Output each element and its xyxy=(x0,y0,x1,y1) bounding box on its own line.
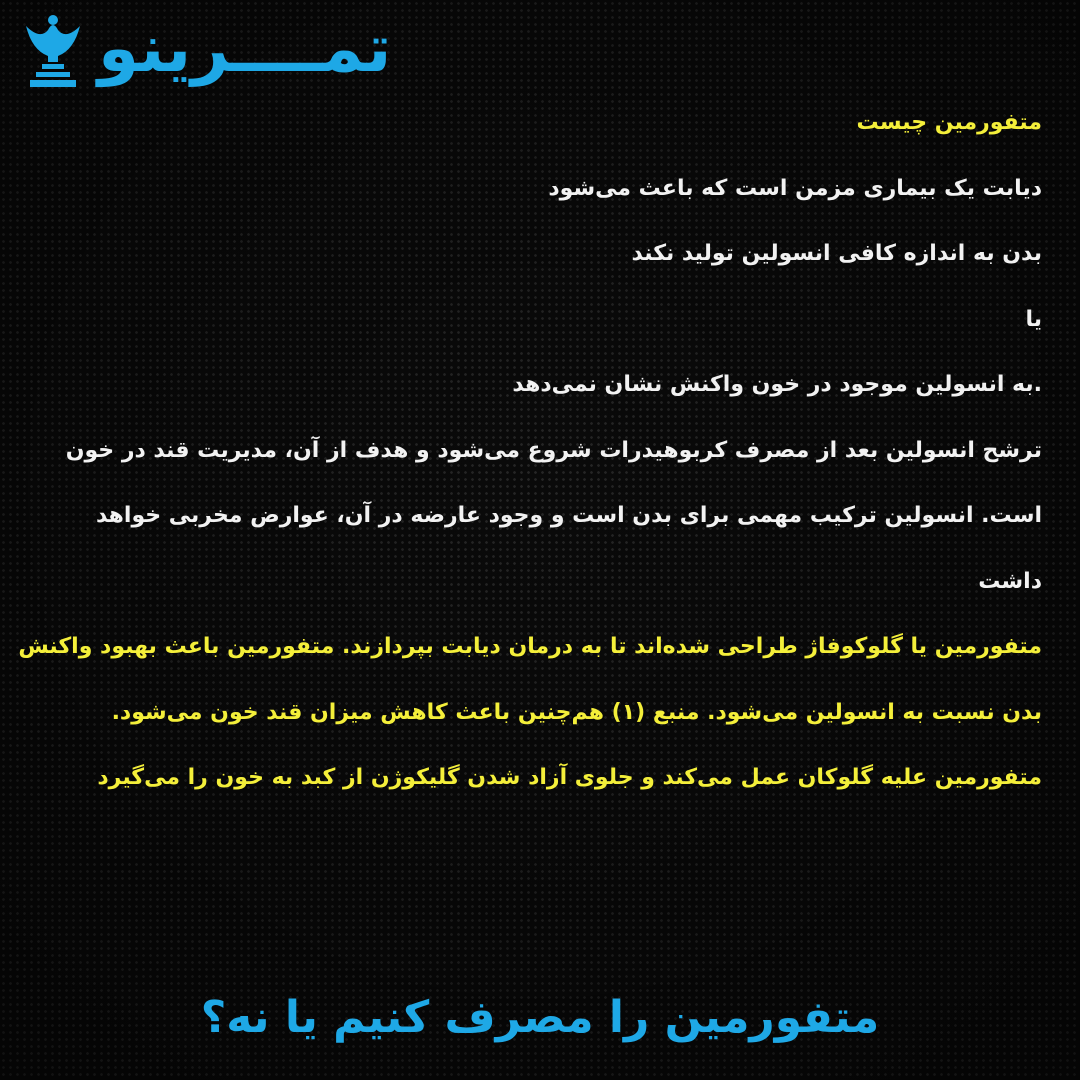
brand-logo xyxy=(18,8,438,98)
text-line: متفورمین یا گلوکوفاژ طراحی شده‌اند تا به درمان دیابت بپردازند. متفورمین باعث بهبود واکنش xyxy=(18,634,1042,659)
text-line: متفورمین چیست xyxy=(856,110,1042,135)
text-line: است. انسولین ترکیب مهمی برای بدن است و وجود عارضه در آن، عوارض مخربی خواهد xyxy=(95,503,1042,528)
text-line: بدن نسبت به انسولین می‌شود. منبع (۱) هم‌چنین باعث کاهش میزان قند خون می‌شود. xyxy=(111,699,1042,725)
text-line: متفورمین علیه گلوکان عمل می‌کند و جلوی آزاد شدن گلیکوژن از کبد به خون را می‌گیرد xyxy=(97,765,1042,790)
text-line: بدن به اندازه کافی انسولین تولید نکند xyxy=(631,241,1042,266)
chess-pawn-icon xyxy=(18,12,88,92)
text-line: داشت xyxy=(978,568,1042,594)
text-line: دیابت یک بیماری مزمن است که باعث می‌شود xyxy=(548,175,1042,201)
text-line: یا xyxy=(1025,306,1042,332)
footer-title: متفورمین را مصرف کنیم یا نه؟ xyxy=(200,992,880,1043)
text-line: .به انسولین موجود در خون واکنش نشان نمی‌دهد xyxy=(512,372,1042,397)
brand-logo-text: تمــــرینو xyxy=(98,10,392,87)
article-body xyxy=(18,98,1042,819)
text-line: ترشح انسولین بعد از مصرف کربوهیدرات شروع می‌شود و هدف از آن، مدیریت قند در خون xyxy=(65,437,1042,463)
